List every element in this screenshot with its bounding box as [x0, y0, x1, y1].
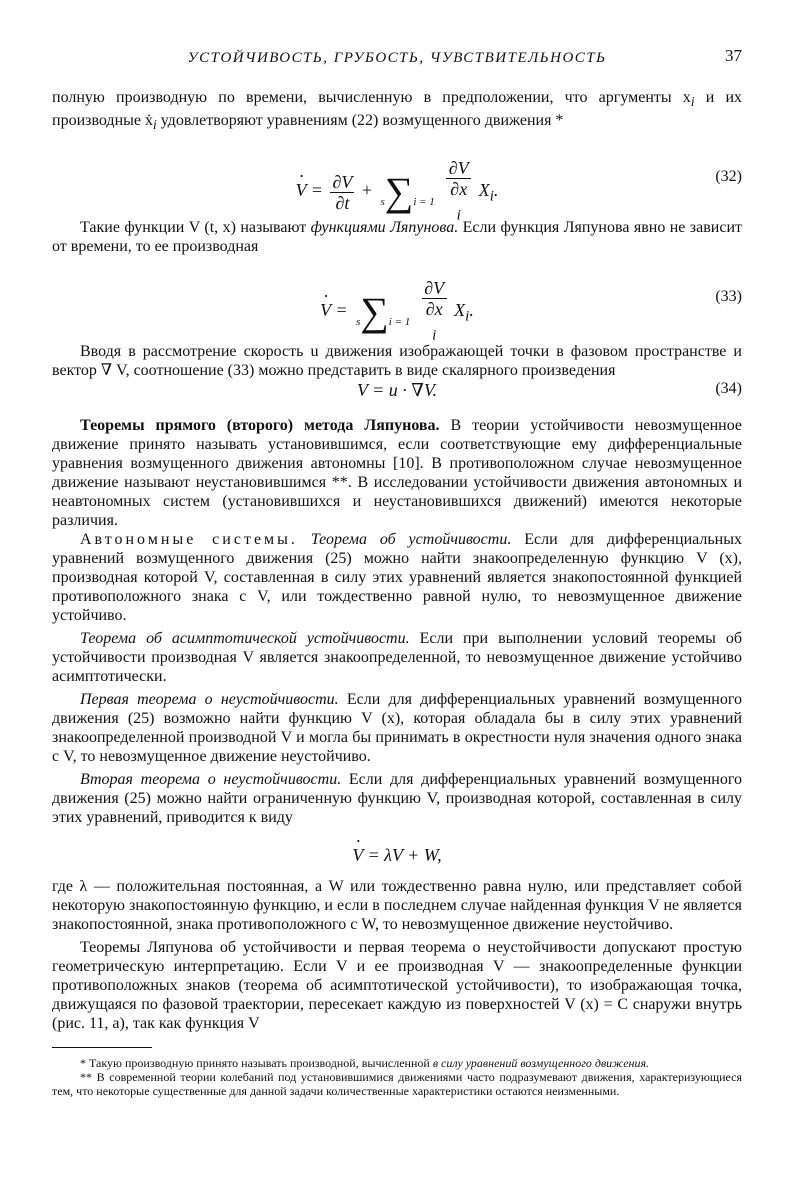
page-number: 37	[725, 46, 742, 65]
book-page	[52, 40, 742, 1098]
footnote-1: * Такую производную принято называть производной, вычисленной в силу уравнений возмущенного движения.	[80, 1056, 650, 1071]
paragraph-intro: полную производную по времени, вычисленную в предположении, что аргументы $x_i$ и их производные ẋ$_i$ удовлетворяют уравнениям (22) возмущенного движения *	[52, 89, 743, 133]
paragraph-second-instability-theorem: Вторая теорема о неустойчивости. Если для дифференциальных уравнений возмущенного движения (25) можно найти ограниченную функцию V, производная которой, составленная в силу этих уравнений, приводится к виду	[52, 771, 742, 827]
equation-lambda: · V = λV + W,	[52, 833, 742, 877]
eq33-number: (33)	[715, 288, 742, 306]
paragraph-lyapunov-functions: Такие функции V (t, x) называют функциями Ляпунова. Если функция Ляпунова явно не зависит от времени, то ее производная	[52, 219, 743, 256]
eq32-number: (32)	[715, 168, 742, 186]
sum-sign: s∑i = 1	[380, 169, 435, 215]
paragraph-first-instability-theorem: Первая теорема о неустойчивости. Если для дифференциальных уравнений возмущенного движения (25) возможно найти функцию V (x), которая обладала бы в силу этих уравнений знакоопределенной производной V и могла бы принимать в окрестности нуля значения одного знака с V, то невозмущенное движение неустойчиво.	[52, 691, 743, 766]
running-title: УСТОЙЧИВОСТЬ, ГРУБОСТЬ, ЧУВСТВИТЕЛЬНОСТЬ	[187, 50, 607, 66]
footnote-2: ** В современной теории колебаний под установившимися движениями часто подразумевают движения, характеризующиеся тем, что некоторые существенные для данной задачи количественные характеристики остаются неизменными.	[52, 1070, 742, 1099]
equation-34: · V = u · ∇V. (34)	[52, 380, 742, 408]
section-heading: Теоремы прямого (второго) метода Ляпунова.	[80, 417, 440, 435]
paragraph-direct-method: Теоремы прямого (второго) метода Ляпунова. В теории устойчивости невозмущенное движение принято называть установившимся, если соответствующие ему дифференциальные уравнения возмущенного движения автономны [10]. В противоположном случае невозмущенное движение называют неустановившимся **. В исследовании устойчивости движения автономных и неавтономных систем (установившихся и неустановившихся движений) имеются некоторые различия.	[52, 417, 742, 530]
footnote-rule	[52, 1047, 152, 1048]
paragraph-stability-theorem: Автономные системы. Теорема об устойчивости. Если для дифференциальных уравнений возмущенного движения (25) можно найти знакоопределенную функцию V (x), производная которой V, составленная в силу этих уравнений является знакопостоянной функцией противоположного знака с V, или тождественно равной нулю, то невозмущенное движение устойчиво.	[52, 531, 742, 625]
paragraph-asymptotic-theorem: Теорема об асимптотической устойчивости. Если при выполнении условий теоремы об устойчивости производная V является знакоопределенной, то невозмущенное движение устойчиво асимптотически.	[52, 630, 743, 686]
paragraph-velocity: Вводя в рассмотрение скорость u движения изображающей точки в фазовом пространстве и вектор ∇ V, соотношение (33) можно представить в виде скалярного произведения	[52, 343, 742, 380]
running-header	[52, 40, 742, 74]
equation-33: · V = s∑i = 1 ∂V ∂x $_i$ $X_i$. (33)	[52, 262, 742, 332]
paragraph-geometric-interpretation: Теоремы Ляпунова об устойчивости и первая теорема о неустойчивости допускают простую геометрическую интерпретацию. Если V и ее производная V — знакоопределенные функции противоположных знаков (теорема об асимптотической устойчивости), то изображающая точка, движущаяся по фазовой траектории, пересекает каждую из поверхностей V (x) = C снаружи внутрь (рис. 11, а), так как функция V	[52, 939, 742, 1033]
eq32-lhs: · V =	[296, 180, 323, 201]
paragraph-lambda: где λ — положительная постоянная, а W или тождественно равна нулю, или представляет собой некоторую знакопостоянную функцию, и если в последнем случае найденная функция V не является знакопостоянной, знака противоположного с W, то невозмущенное движение неустойчиво.	[52, 878, 742, 934]
term-lyapunov-functions: функциями Ляпунова.	[310, 219, 459, 237]
equation-32: · V = $\frac{\partial V}{\partial t}$ + s∑i = 1 ∂V ∂x $_i$ $X_i$. (32)	[52, 140, 742, 212]
eq34-number: (34)	[715, 380, 742, 398]
